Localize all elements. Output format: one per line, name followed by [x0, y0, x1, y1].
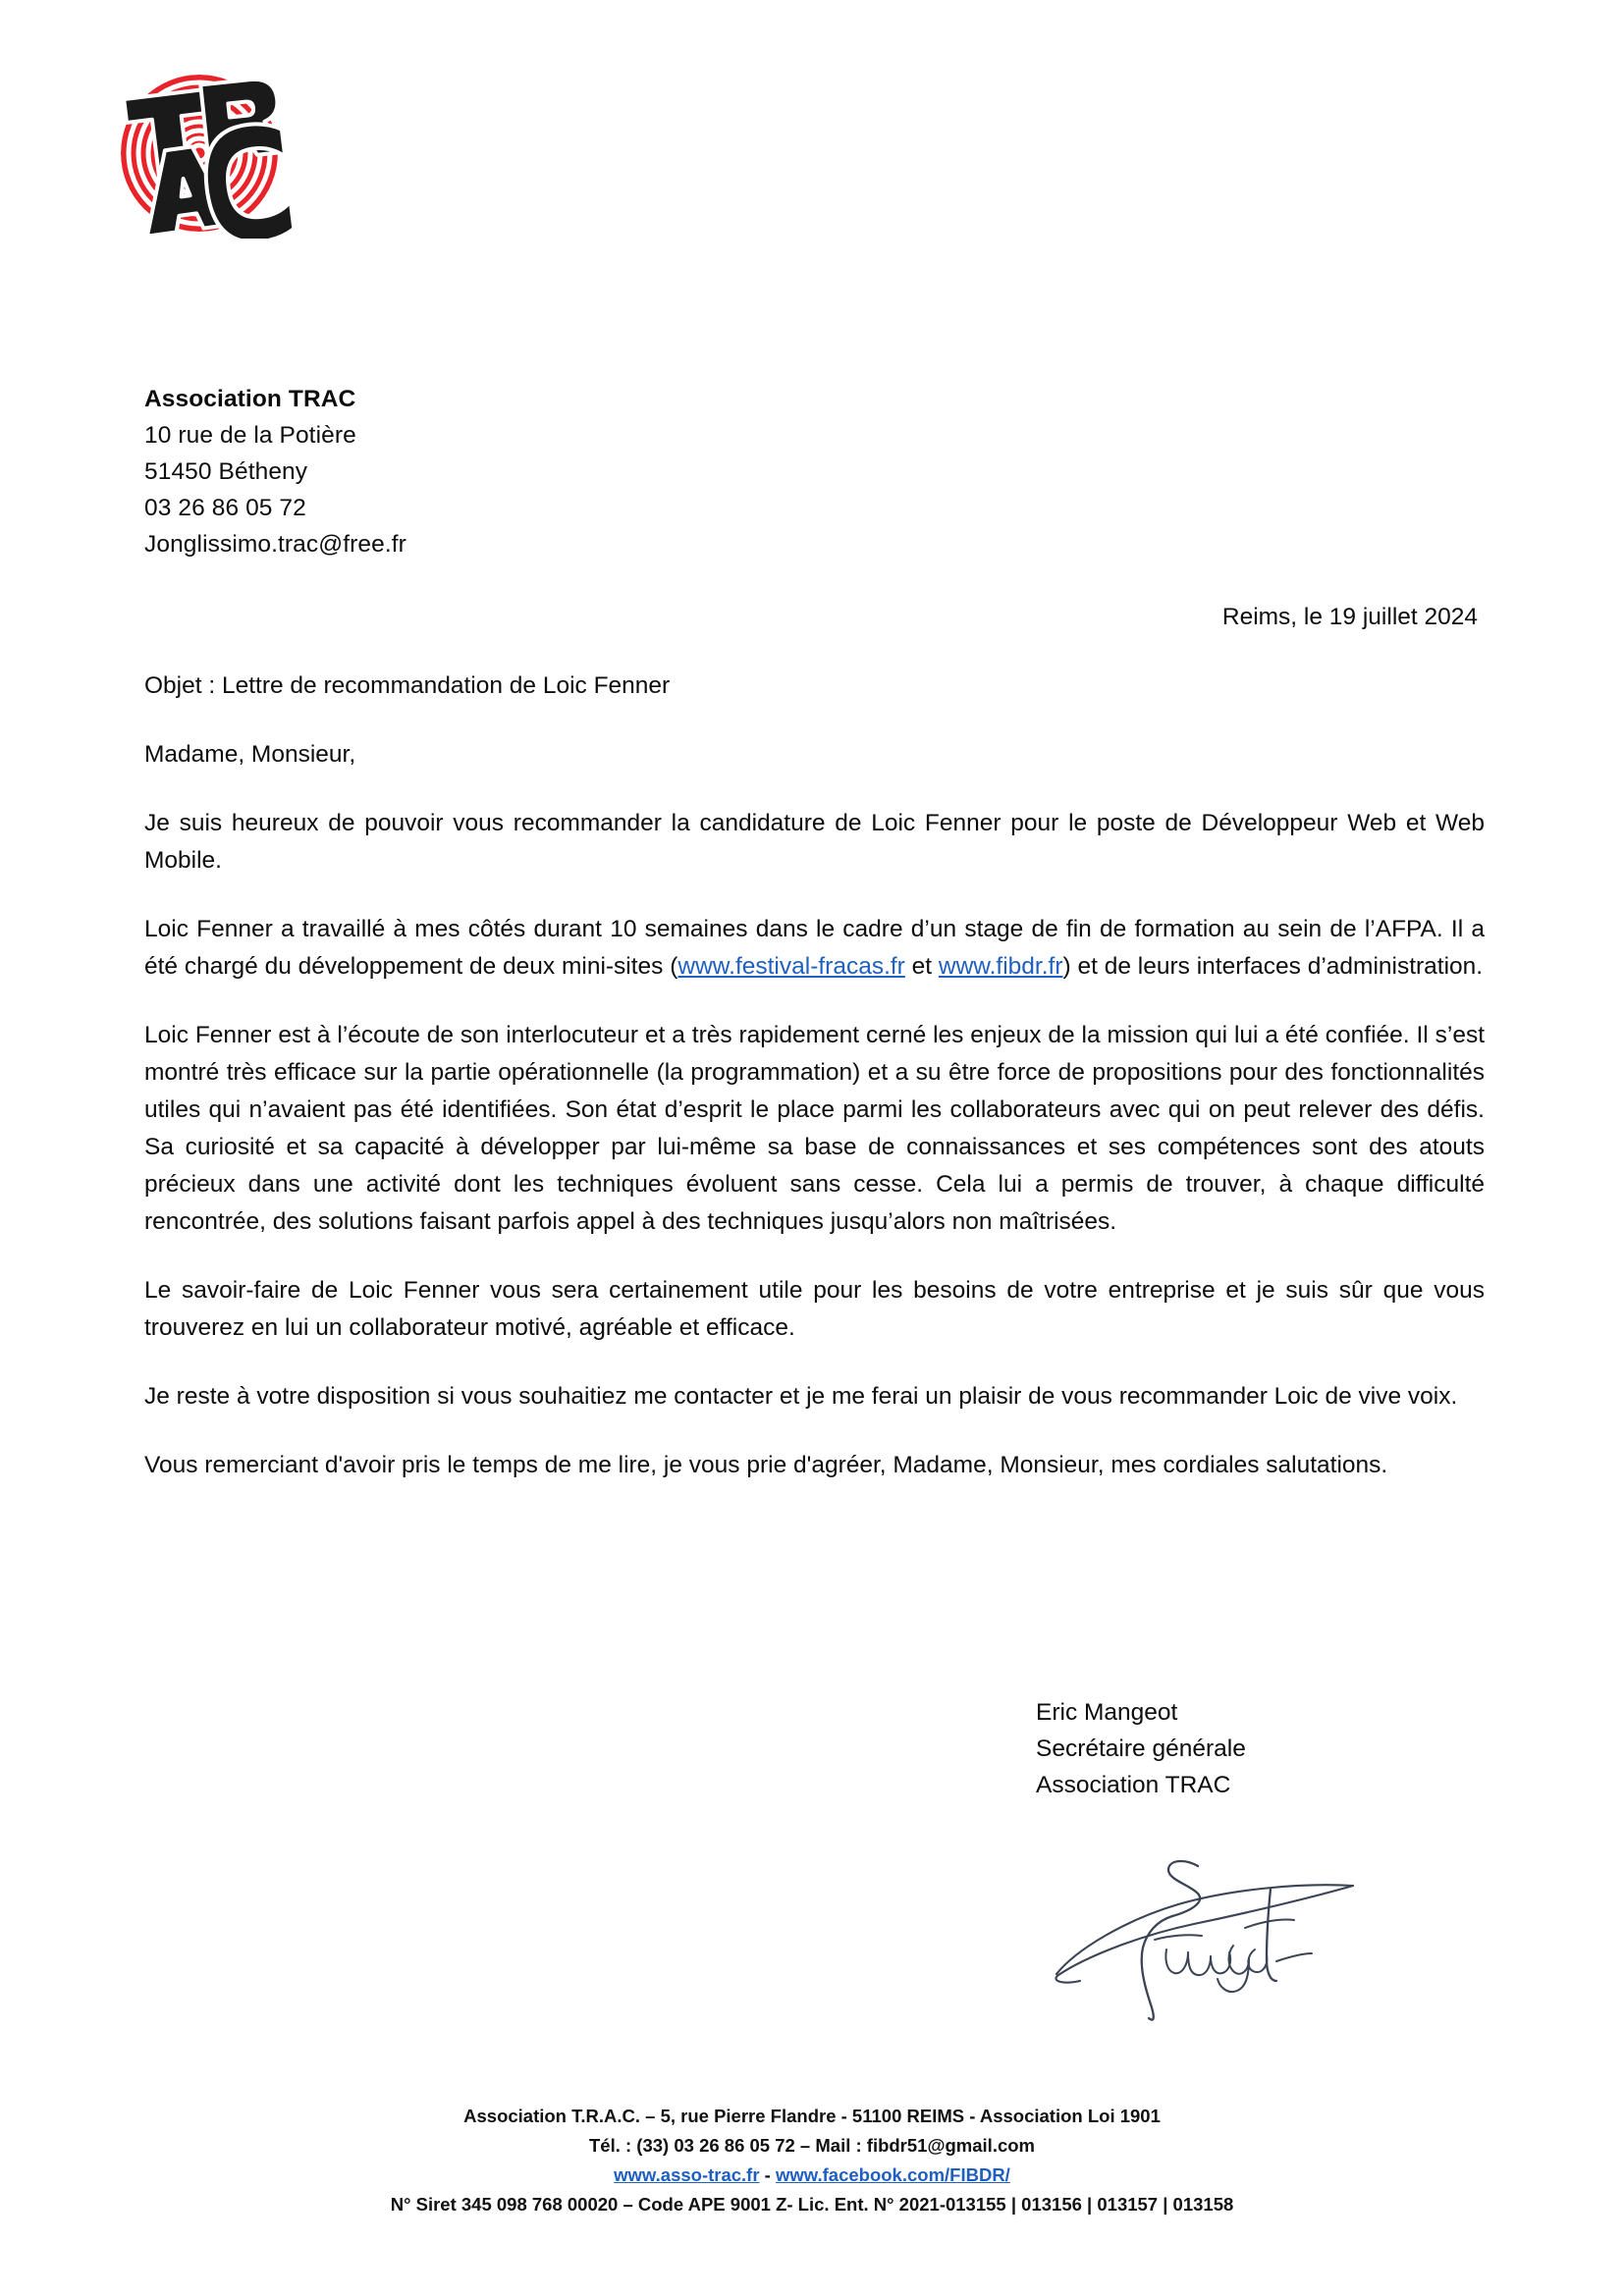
subject-line: Objet : Lettre de recommandation de Loic Fenner: [144, 672, 671, 699]
signature-block: [1036, 1694, 1246, 1803]
page-footer: [0, 2102, 1624, 2219]
footer-line-legal: N° Siret 345 098 768 00020 – Code APE 9001 Z- Lic. Ent. N° 2021-013155 | 013156 | 013157 | 013158: [390, 2194, 1234, 2215]
link-asso-trac[interactable]: www.asso-trac.fr: [614, 2164, 760, 2185]
sender-email: Jonglissimo.trac@free.fr: [144, 531, 406, 558]
sender-phone: 03 26 86 05 72: [144, 495, 306, 521]
link-fibdr[interactable]: www.fibdr.fr: [938, 953, 1063, 980]
signatory-organization: Association TRAC: [1036, 1772, 1231, 1798]
paragraph-disposition: Je reste à votre disposition si vous souhaitiez me contacter et je me ferai un plaisir de vous recommander Loic de vive voix.: [144, 1383, 1458, 1410]
sender-street: 10 rue de la Potière: [144, 422, 356, 449]
paragraph-savoir-faire: Le savoir-faire de Loic Fenner vous sera certainement utile pour les besoins de votre entreprise et je suis sûr que vous trouverez en lui un collaborateur motivé, agréable et efficace.: [144, 1277, 1485, 1341]
footer-line-contact: Tél. : (33) 03 26 86 05 72 – Mail : fibdr51@gmail.com: [589, 2135, 1035, 2156]
paragraph-mission-part2: et: [904, 953, 939, 980]
paragraph-mission: [144, 911, 1485, 986]
paragraph-mission-part3: ) et de leurs interfaces d’administration.: [1062, 953, 1484, 980]
sender-city: 51450 Bétheny: [144, 458, 308, 485]
footer-line-links: [0, 2161, 1624, 2190]
sender-organization: Association TRAC: [144, 386, 356, 412]
date-line: Reims, le 19 juillet 2024: [1221, 604, 1478, 630]
signatory-role: Secrétaire générale: [1036, 1735, 1246, 1762]
footer-link-separator: -: [759, 2164, 776, 2185]
paragraph-qualities: Loic Fenner est à l’écoute de son interlocuteur et a très rapidement cerné les enjeux de la mission qui lui a été confiée. Il s’est montré très efficace sur la partie opérationnelle (la programmation) et a su être force de propositions pour des fonctionnalités utiles qui n’avaient pas été identifiées. Son état d’esprit le place parmi les collaborateurs avec qui on peut relever des défis. Sa curiosité et sa capacité à développer par lui-même sa base de connaissances et ses compétences sont des atouts précieux dans une activité dont les techniques évoluent sans cesse. Cela lui a permis de trouver, à chaque difficulté rencontrée, des solutions faisant parfois appel à des techniques jusqu’alors non maîtrisées.: [144, 1022, 1485, 1235]
handwritten-signature: [1041, 1843, 1394, 2035]
letter-body: [144, 667, 1485, 1516]
link-facebook-fibdr[interactable]: www.facebook.com/FIBDR/: [776, 2164, 1010, 2185]
sender-address-block: [144, 381, 406, 562]
trac-logo: [106, 67, 293, 239]
paragraph-mission-part1: Loic Fenner a travaillé à mes côtés durant 10 semaines dans le cadre d’un stage de fin de formation au sein de l’AFPA. Il a été chargé du développement de deux mini-sites (: [144, 916, 1485, 980]
paragraph-intro: Je suis heureux de pouvoir vous recommander la candidature de Loic Fenner pour le poste de Développeur Web et Web Mobile.: [144, 810, 1485, 874]
footer-line-address: Association T.R.A.C. – 5, rue Pierre Flandre - 51100 REIMS - Association Loi 1901: [463, 2106, 1161, 2126]
link-festival-fracas[interactable]: www.festival-fracas.fr: [677, 953, 905, 980]
paragraph-closing: Vous remerciant d'avoir pris le temps de me lire, je vous prie d'agréer, Madame, Monsieur, mes cordiales salutations.: [144, 1452, 1388, 1478]
signatory-name: Eric Mangeot: [1036, 1699, 1178, 1726]
salutation: Madame, Monsieur,: [144, 741, 356, 768]
